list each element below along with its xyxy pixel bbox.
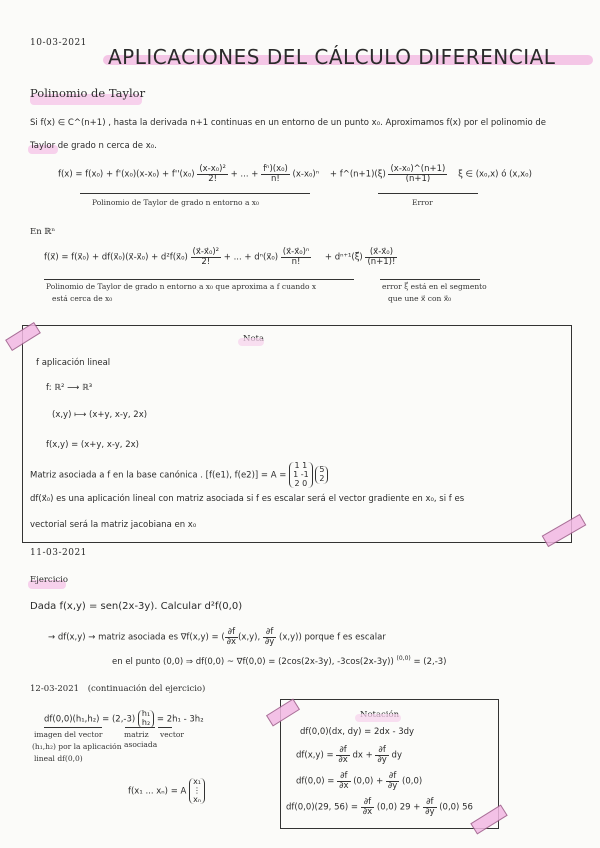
formula-dots: + ... +	[230, 169, 259, 180]
notacion-4a: df(0,0)(29, 56) =	[286, 802, 359, 813]
arrow-icon: ⟶	[67, 383, 80, 393]
rn-error-caption-2: que une x⃗ con x⃗₀	[388, 294, 452, 303]
underline-rn-error	[380, 279, 480, 280]
vector-b	[315, 466, 328, 484]
notacion-line-1: df(0,0)(dx, dy) = 2dx - 3dy	[300, 727, 415, 737]
frac-den: n!	[291, 256, 301, 267]
frac-num: ∂f	[337, 772, 350, 782]
frac-den: 2!	[201, 256, 211, 267]
error-caption: Error	[412, 198, 433, 207]
notacion-2c: dy	[391, 750, 402, 761]
ejercicio-gradient: → df(x,y) → matriz asociada es ∇f(x,y) = ( $\frac{\partial f}{\partial x}$ (x,y), $\frac{\partial f}{\partial y}$ (x,y)) porque f es escalar	[48, 627, 386, 647]
taylor-formula	[58, 165, 532, 183]
frac-num: (x-x₀)²	[199, 164, 226, 174]
formula-lhs: f(x) = f(x₀) + f'(x₀)(x-x₀) + f''(x₀)	[58, 169, 195, 180]
notacion-2a: df(x,y) =	[296, 750, 334, 761]
vector-entry: x₁	[193, 777, 202, 786]
notacion-title-highlight	[355, 714, 401, 722]
map-output: (x+y, x-y, 2x)	[89, 410, 148, 420]
date-3-text: 12-03-2021	[30, 684, 80, 694]
date-3	[30, 684, 205, 694]
nota-line-2	[46, 383, 92, 393]
formula-xi: ξ ∈ (x₀,x) ó (x,x₀)	[458, 169, 532, 180]
frac-den: n!	[271, 173, 280, 184]
frac-den: ∂y	[377, 754, 387, 765]
ej2-caption-2: (h₁,h₂) por la aplicación	[32, 742, 122, 751]
notacion-line-4	[286, 798, 473, 816]
formula-rn-lhs: f(x⃗) = f(x⃗₀) + df(x⃗₀)(x⃗-x⃗₀) + d²f(x⃗₀)	[44, 252, 188, 263]
taylor-intro: Si f(x) ∈ C^(n+1) , hasta la derivada n+1 continuas en un entorno de un punto x₀. Aproximamos f(x) por el polinomio de	[30, 118, 546, 128]
underline-error	[378, 193, 478, 194]
vector-entry: xₙ	[193, 794, 201, 804]
formula-error-term: + f^(n+1)(ξ)	[329, 169, 386, 180]
ejercicio-statement: Dada f(x,y) = sen(2x-3y). Calcular d²f(0,0)	[30, 601, 243, 612]
frac-den: ∂y	[425, 806, 435, 817]
frac-num: fⁿ)(x₀)	[263, 164, 288, 174]
section-title-ejercicio: Ejercicio	[30, 575, 69, 585]
frac-num: ∂f	[361, 798, 374, 808]
date-header: 10-03-2021	[30, 38, 87, 48]
en-rn-label: En ℝⁿ	[30, 227, 56, 237]
gradient-lead: → df(x,y) → matriz asociada es ∇f(x,y) =	[48, 632, 219, 643]
notacion-line-2	[296, 746, 402, 764]
notacion-3b: (0,0) +	[353, 776, 384, 787]
ej2-rhs: = 2h₁ - 3h₂	[156, 714, 204, 725]
vector-entry: ⋮	[193, 785, 202, 795]
frac-den: 2!	[208, 173, 218, 184]
page-title: APLICACIONES DEL CÁLCULO DIFERENCIAL	[108, 45, 556, 69]
formula-tail: (x-x₀)ⁿ	[292, 169, 320, 180]
ej2-lhs: df(0,0)(h₁,h₂) = (2,-3)	[44, 714, 136, 725]
ej2-caption-3: lineal df(0,0)	[34, 754, 83, 763]
matrix-a	[289, 462, 313, 488]
frac-num: ∂f	[375, 746, 388, 756]
frac-den: ∂y	[264, 636, 275, 647]
underline-rn-polynomial	[44, 279, 354, 280]
ej2-formula	[44, 710, 204, 728]
ej2-vector	[138, 710, 154, 728]
frac-num: ∂f	[336, 746, 349, 756]
nota-line-6: df(x⃗₀) es una aplicación lineal con matriz asociada si f es escalar será el vector gradiente en x₀, si f es	[30, 494, 465, 504]
notacion-line-3	[296, 772, 422, 790]
rn-polynomial-caption-2: está cerca de x₀	[52, 294, 113, 303]
taylor-formula-rn	[44, 248, 397, 266]
frac-den: (n+1)!	[367, 256, 396, 267]
frac-num: (x⃗-x⃗₀)²	[192, 247, 220, 257]
underline-ej2-matrix	[125, 727, 155, 728]
ej2-caption-1: imagen del vector	[34, 730, 103, 739]
notacion-3c: (0,0)	[402, 776, 423, 787]
nota-line-5	[30, 462, 328, 488]
map-domain: f: ℝ²	[46, 383, 65, 393]
ej2-caption-asociada: asociada	[124, 740, 158, 749]
nota-line-4: f(x,y) = (x+y, x-y, 2x)	[46, 440, 139, 450]
frac-den: ∂x	[339, 780, 349, 791]
frac-den: (n+1)	[405, 173, 431, 184]
section-title-taylor: Polinomio de Taylor	[30, 86, 146, 100]
matrix-row: 1 -1	[293, 469, 309, 479]
formula-rn-dots: + ... + dⁿ(x⃗₀)	[223, 252, 279, 263]
map-codomain: ℝ³	[82, 383, 93, 393]
notacion-2b: dx +	[352, 750, 373, 761]
vector-entry: h₂	[141, 717, 151, 727]
vector-entry: 5	[319, 465, 325, 475]
point-sup: (0,0)	[396, 655, 411, 662]
arrow-icon: ⟼	[74, 410, 87, 420]
matrix-row: 2 0	[294, 478, 308, 488]
date-2: 11-03-2021	[30, 548, 87, 558]
map-input: (x,y)	[52, 410, 72, 420]
notacion-4c: (0,0) 56	[439, 802, 473, 813]
underline-ej2-image	[44, 727, 102, 728]
frac-den: ∂x	[226, 636, 237, 647]
ej2-general-vector	[189, 778, 205, 804]
polynomial-caption: Polinomio de Taylor de grado n entorno a x₀	[92, 198, 260, 207]
frac-den: ∂y	[387, 780, 398, 791]
matrix-row: 1 1	[294, 461, 308, 470]
ejercicio-point	[112, 655, 446, 667]
frac-num: (x-x₀)^(n+1)	[390, 164, 446, 174]
vector-entry: 2	[319, 474, 325, 484]
nota-line-3	[52, 410, 147, 420]
underline-ej2-vector	[158, 727, 172, 728]
point-result: = (2,-3)	[413, 656, 447, 667]
gradient-tail: (x,y)) porque f es escalar	[279, 632, 386, 643]
frac-den: ∂x	[362, 806, 373, 817]
notacion-4b: (0,0) 29 +	[376, 802, 421, 813]
ej2-general-lhs: f(x₁ ... xₙ) = A	[128, 786, 187, 797]
nota-line-7: vectorial será la matriz jacobiana en x₀	[30, 520, 197, 530]
nota-line-1: f aplicación lineal	[36, 358, 111, 368]
matrix-caption: Matriz asociada a f en la base canónica . [f(e1), f(e2)] = A =	[30, 470, 287, 481]
nota-title-highlight	[238, 338, 264, 346]
formula-rn-error: + dⁿ⁺¹(ξ⃗)	[324, 252, 363, 263]
underline-polynomial	[80, 193, 310, 194]
continuation-note: (continuación del ejercicio)	[87, 684, 206, 694]
ej2-general	[128, 778, 205, 804]
frac-num: ∂f	[263, 628, 276, 638]
rn-polynomial-caption-1: Polinomio de Taylor de grado n entorno a x₀ que aproxima a f cuando x	[46, 282, 317, 291]
ej2-caption-matrix: matriz	[124, 730, 149, 739]
vector-entry: h₁	[141, 709, 151, 718]
taylor-intro-2: Taylor de grado n cerca de x₀.	[30, 141, 157, 151]
point-eval: en el punto (0,0) ⇒ df(0,0) ~ ∇f(0,0) = (2cos(2x-3y), -3cos(2x-3y))	[112, 656, 394, 667]
frac-den: ∂x	[338, 754, 348, 765]
frac-num: ∂f	[386, 772, 399, 782]
frac-num: ∂f	[225, 628, 238, 638]
frac-num: (x⃗-x⃗₀)ⁿ	[282, 247, 310, 257]
rn-error-caption-1: error ξ⃗ está en el segmento	[382, 282, 487, 291]
frac-num: (x⃗-x⃗₀)	[365, 248, 397, 258]
frac-num: ∂f	[423, 798, 436, 808]
ej2-caption-vector: vector	[160, 730, 184, 739]
notacion-3a: df(0,0) =	[296, 776, 335, 787]
